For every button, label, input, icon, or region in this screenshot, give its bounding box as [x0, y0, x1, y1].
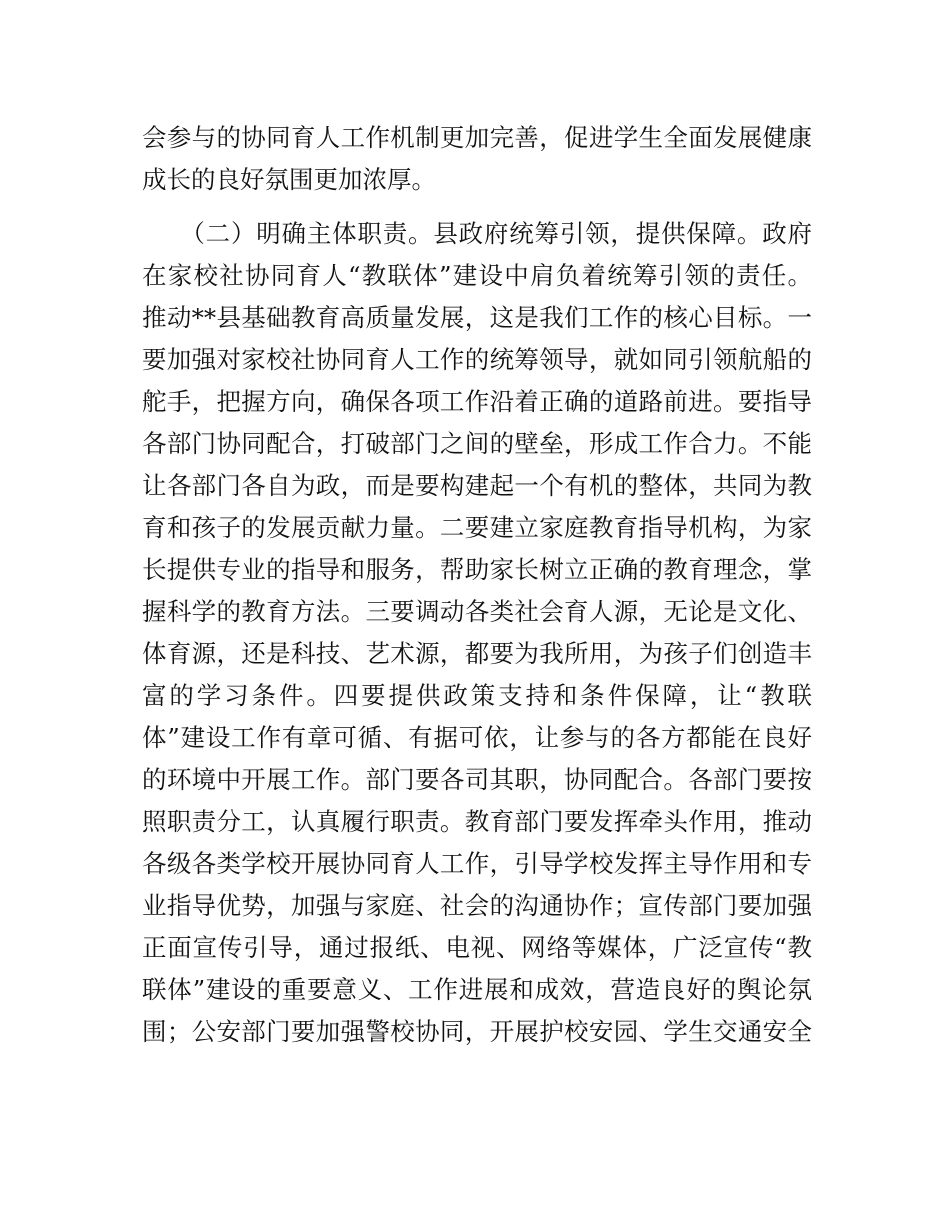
- text-line: 握科学的教育方法。三要调动各类社会育人源，无论是文化、: [142, 597, 812, 626]
- text-line: 长提供专业的指导和服务，帮助家长树立正确的教育理念，掌: [142, 555, 812, 584]
- text-line: 让各部门各自为政，而是要构建起一个有机的整体，共同为教: [142, 471, 812, 500]
- text-line: 各部门协同配合，打破部门之间的壁垒，形成工作合力。不能: [142, 429, 812, 458]
- paragraph-section-two: [142, 213, 812, 1053]
- text-line: 舵手，把握方向，确保各项工作沿着正确的道路前进。要指导: [142, 387, 812, 416]
- text-line: （二）明确主体职责。县政府统筹引领，提供保障。政府: [142, 219, 812, 248]
- document-body: [142, 117, 812, 1053]
- text-line: 推动**县基础教育高质量发展，这是我们工作的核心目标。一: [142, 303, 812, 332]
- paragraph-continued: [142, 117, 812, 201]
- text-line: 育和孩子的发展贡献力量。二要建立家庭教育指导机构，为家: [142, 513, 812, 542]
- text-line: 联体”建设的重要意义、工作进展和成效，营造良好的舆论氛: [142, 975, 812, 1004]
- text-line: 体育源，还是科技、艺术源，都要为我所用，为孩子们创造丰: [142, 639, 812, 668]
- text-line: 会参与的协同育人工作机制更加完善，促进学生全面发展健康: [142, 123, 812, 152]
- text-line: 各级各类学校开展协同育人工作，引导学校发挥主导作用和专: [142, 849, 812, 878]
- text-line: 富的学习条件。四要提供政策支持和条件保障，让“教联: [142, 681, 812, 710]
- text-line: 的环境中开展工作。部门要各司其职，协同配合。各部门要按: [142, 765, 812, 794]
- text-line: 正面宣传引导，通过报纸、电视、网络等媒体，广泛宣传“教: [142, 933, 812, 962]
- text-line: 业指导优势，加强与家庭、社会的沟通协作；宣传部门要加强: [142, 891, 812, 920]
- text-line: 围；公安部门要加强警校协同，开展护校安园、学生交通安全: [142, 1017, 812, 1046]
- paragraph-spacer: [142, 201, 812, 213]
- text-line: 成长的良好氛围更加浓厚。: [142, 165, 436, 194]
- text-line: 在家校社协同育人“教联体”建设中肩负着统筹引领的责任。: [142, 261, 812, 290]
- text-line: 照职责分工，认真履行职责。教育部门要发挥牵头作用，推动: [142, 807, 812, 836]
- text-line: 体”建设工作有章可循、有据可依，让参与的各方都能在良好: [142, 723, 812, 752]
- text-line: 要加强对家校社协同育人工作的统筹领导，就如同引领航船的: [142, 345, 812, 374]
